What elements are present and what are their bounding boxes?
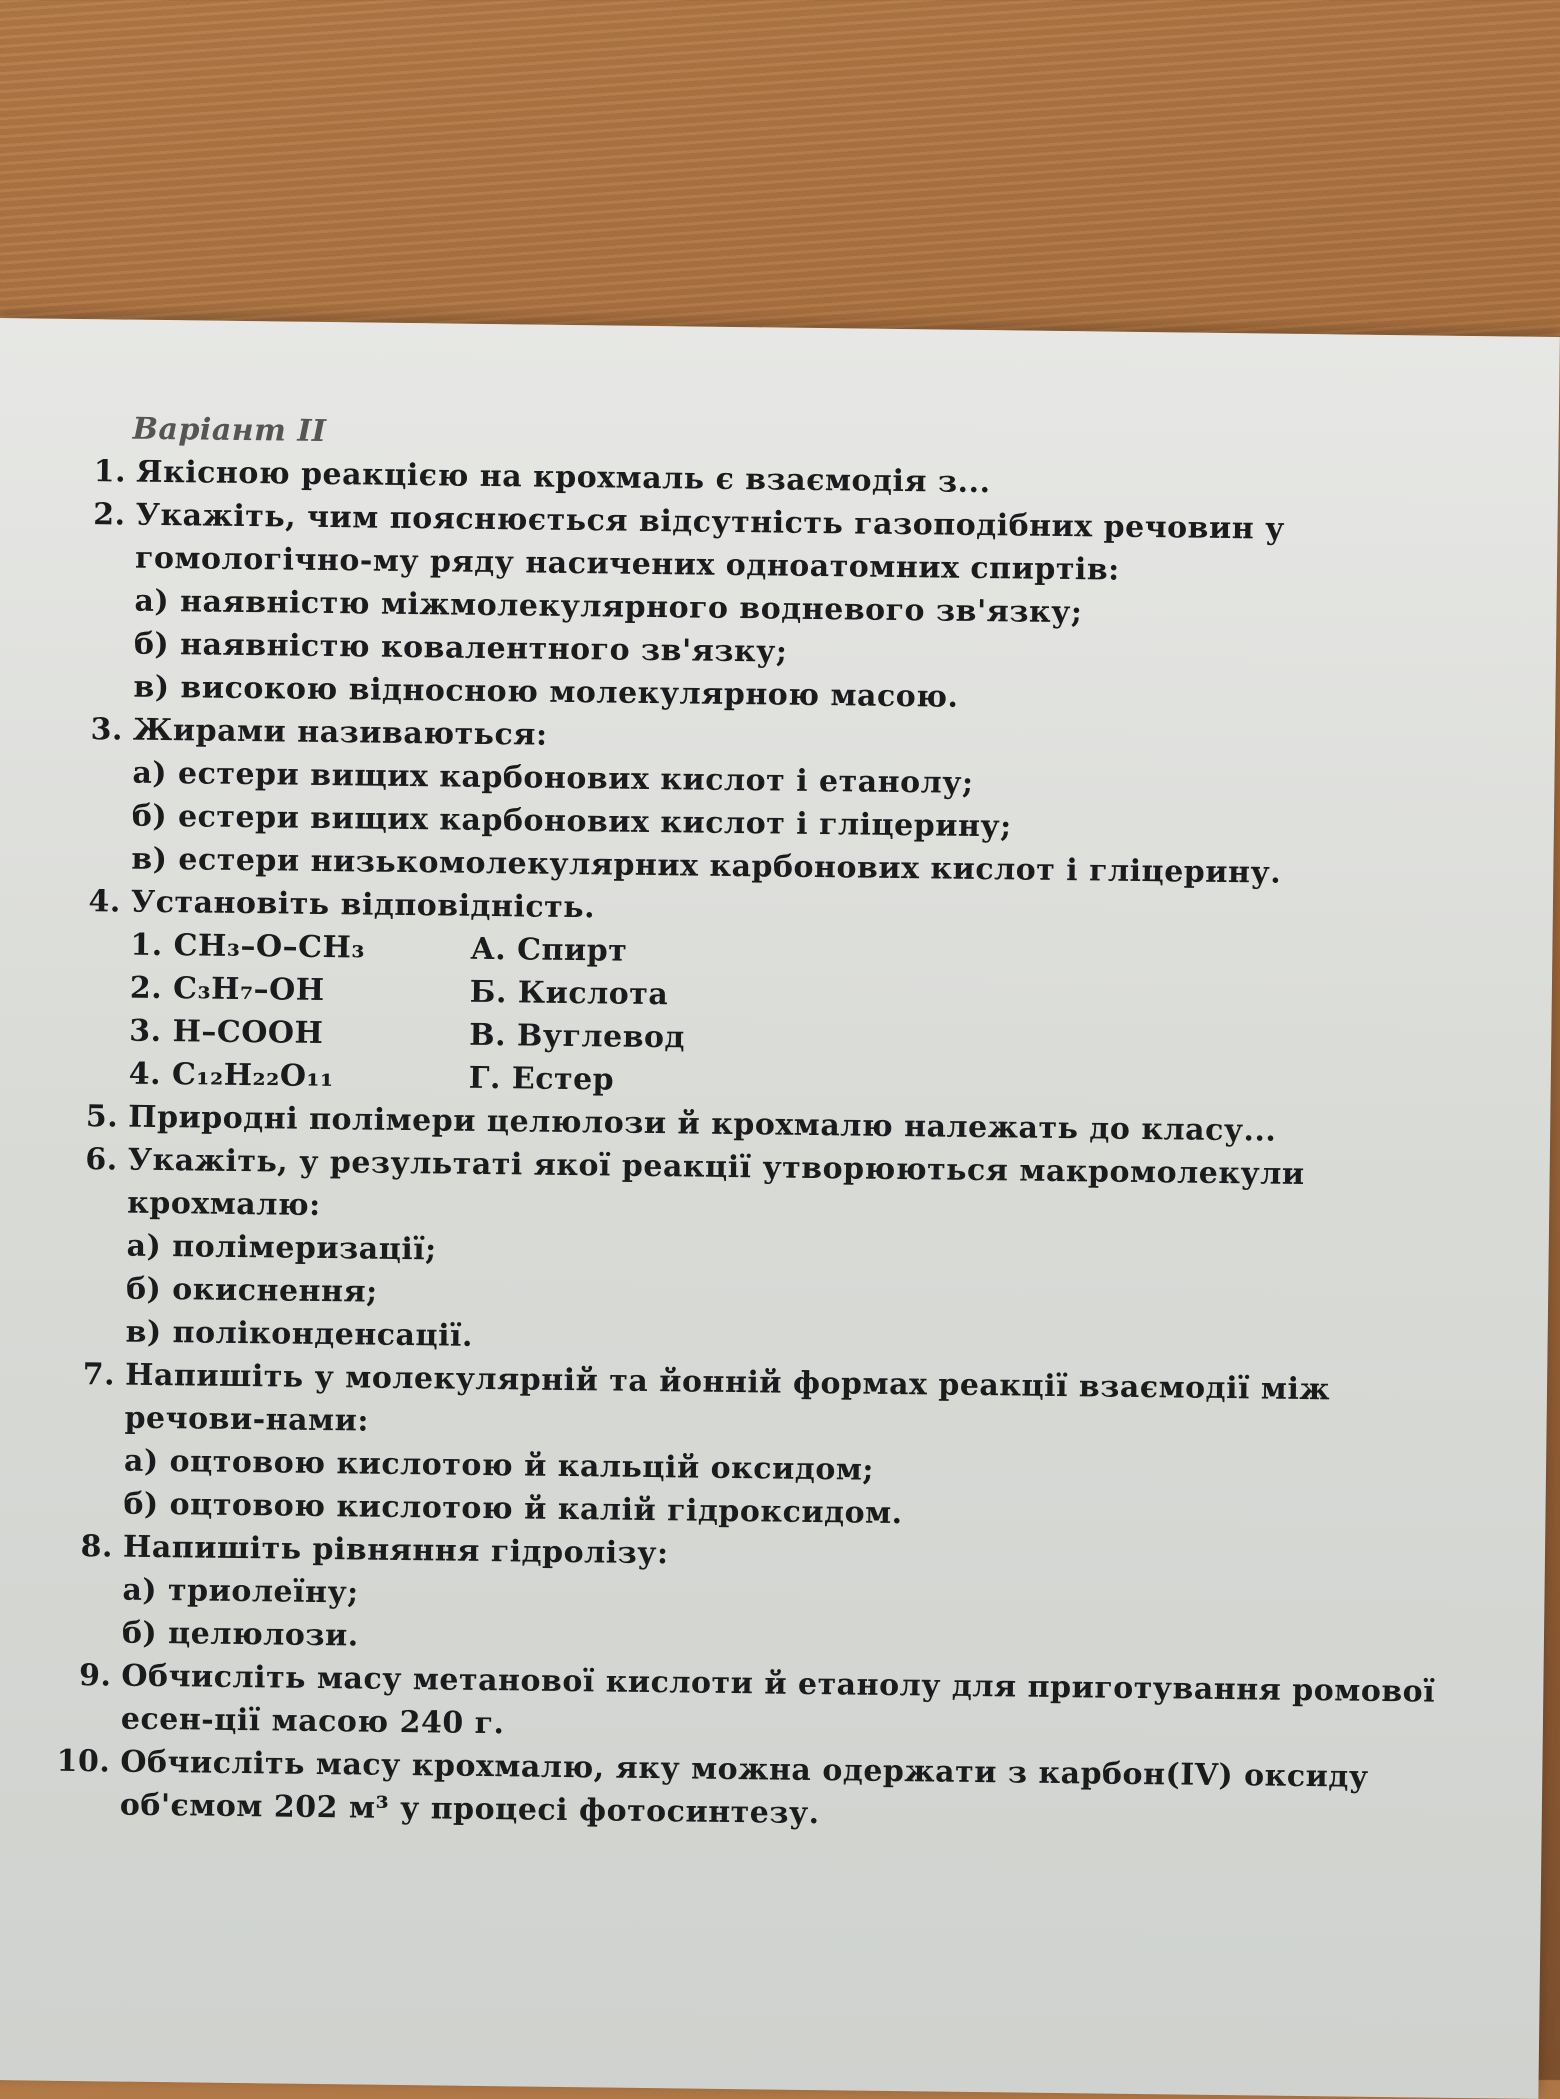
question-text: Укажіть, чим пояснюється відсутність газоподібних речовин у гомологічно-му ряду насичених одноатомних спиртів: <box>134 497 1286 588</box>
question-number: 1. <box>93 454 127 490</box>
match-number: 2. <box>129 970 163 1007</box>
question-2 <box>57 493 1460 725</box>
question-number: 3. <box>90 712 124 748</box>
question-text: Якісною реакцією на крохмаль є взаємодія з... <box>135 454 991 501</box>
match-number: 3. <box>129 1013 162 1050</box>
question-4 <box>53 880 1456 1112</box>
question-7 <box>47 1353 1449 1542</box>
match-number: 1. <box>130 927 163 964</box>
option-b: б) наявністю ковалентного зв'язку; <box>133 626 788 670</box>
question-text: Напишіть рівняння гідролізу: <box>122 1529 669 1572</box>
variant-heading: Варіант II <box>132 411 327 449</box>
question-text: Природні полімери целюлози й крохмалю належать до класу... <box>128 1099 1277 1149</box>
option-c: в) високою відносною молекулярною масою. <box>133 669 959 715</box>
option-a: а) полімеризації; <box>126 1228 437 1268</box>
match-formula: C₁₂H₂₂O₁₁ <box>171 1057 334 1095</box>
match-option: В. Вуглевод <box>469 1017 686 1056</box>
match-formula: H–COOH <box>172 1014 324 1052</box>
match-option: Г. Естер <box>468 1060 615 1098</box>
match-option: Б. Кислота <box>469 974 669 1013</box>
option-a: а) наявністю міжмолекулярного водневого зв'язку; <box>134 583 1083 631</box>
option-a: а) триолеїну; <box>122 1572 359 1611</box>
worksheet-paper <box>0 318 1560 2099</box>
question-text: Установіть відповідність. <box>130 884 596 926</box>
question-number: 6. <box>85 1142 118 1178</box>
question-6 <box>49 1138 1452 1370</box>
question-text: Напишіть у молекулярній та йонній формах реакції взаємодії між речови-нами: <box>124 1357 1331 1439</box>
question-text: Укажіть, у результаті якої реакції утворюються макромолекули крохмалю: <box>126 1142 1305 1223</box>
question-number: 2. <box>93 497 126 533</box>
option-b: б) окиснення; <box>125 1271 378 1310</box>
question-number: 9. <box>78 1658 112 1694</box>
worksheet-content <box>44 411 1461 1843</box>
question-number: 8. <box>80 1529 114 1565</box>
option-b: б) оцтовою кислотою й калій гідроксидом. <box>123 1486 903 1532</box>
match-number: 4. <box>128 1056 162 1093</box>
match-option: А. Спирт <box>470 931 628 969</box>
option-b: б) естери вищих карбонових кислот і гліцерину; <box>131 798 1012 845</box>
option-a: а) естери вищих карбонових кислот і етанолу; <box>132 755 974 801</box>
question-8 <box>46 1525 1447 1671</box>
question-text: Жирами називаються: <box>132 712 548 753</box>
option-b: б) целюлози. <box>121 1615 359 1654</box>
question-number: 4. <box>88 884 122 920</box>
match-formula: C₃H₇–OH <box>172 971 325 1009</box>
question-3 <box>55 708 1457 897</box>
option-a: а) оцтовою кислотою й кальцій оксидом; <box>123 1443 875 1488</box>
option-c: в) поліконденсації. <box>125 1314 474 1354</box>
question-number: 10. <box>56 1743 111 1780</box>
question-number: 5. <box>85 1099 119 1135</box>
question-10 <box>44 1740 1445 1843</box>
question-number: 7. <box>82 1357 116 1393</box>
question-text: Обчисліть масу крохмалю, яку можна одержати з карбон(IV) оксиду об'ємом 202 м³ у процесі фотосинтезу. <box>119 1744 1369 1832</box>
match-formula: CH₃–O–CH₃ <box>173 928 366 966</box>
question-text: Обчисліть масу метанової кислоти й етанолу для приготування ромової есен-ції масою 240 г. <box>120 1658 1436 1742</box>
wooden-table-surface <box>0 0 1560 360</box>
option-c: в) естери низькомолекулярних карбонових кислот і гліцерину. <box>131 841 1282 891</box>
